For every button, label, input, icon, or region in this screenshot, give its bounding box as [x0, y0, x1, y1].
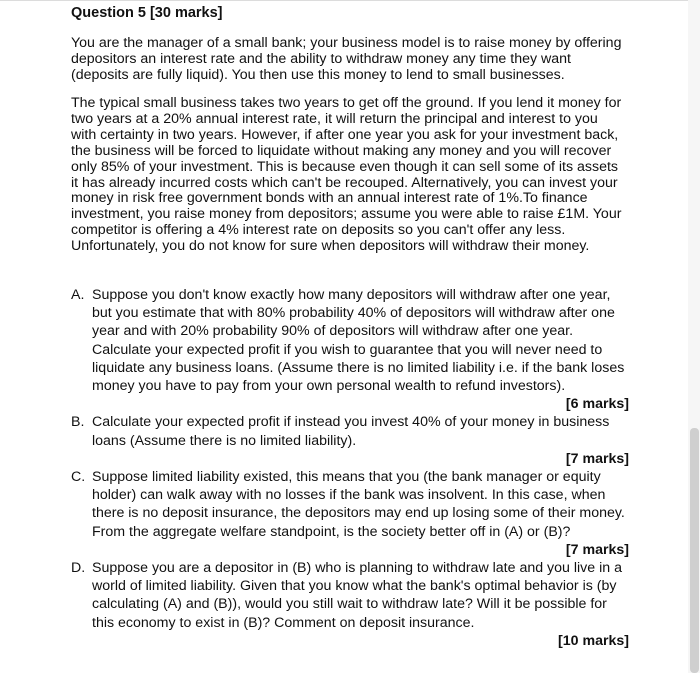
sub-question-text: Calculate your expected profit if instead you invest 40% of your money in business loans (Assume there is no limited liability).	[92, 414, 610, 449]
marks-label: [10 marks]	[558, 632, 629, 649]
sub-question-b	[71, 413, 631, 449]
marks-label: [6 marks]	[565, 396, 629, 413]
marks-label: [7 marks]	[565, 541, 629, 558]
intro-paragraph: You are the manager of a small bank; your business model is to raise money by offering depositors an interest rate and the ability to withdraw money any time they want (deposits are fully liquid). You then use this money to lend to small businesses.	[71, 35, 622, 83]
scrollbar-track[interactable]	[688, 0, 700, 673]
question-title: Question 5 [30 marks]	[71, 5, 223, 21]
context-paragraph: The typical small business takes two years to get off the ground. If you lend it money for two years at a 20% annual interest rate, it will return the principal and interest to you with certainty in two years. However, if after one year you ask for your investment back, the business will be forced to liquidate without making any money and you will recover only 85% of your investment. This is because even though it can sell some of its assets it has already incurred costs which can't be recouped. Alternatively, you can invest your money in risk free government bonds with an annual interest rate of 1%.To finance investment, you raise money from depositors; assume you were able to raise £1M. Your competitor is offering a 4% interest rate on deposits so you can't offer any less. Unfortunately, you do not know for sure when depositors will withdraw their money.	[71, 95, 622, 255]
sub-question-c	[71, 468, 631, 541]
sub-question-letter: B.	[71, 414, 85, 431]
sub-question-letter: D.	[71, 560, 86, 577]
sub-question-d	[71, 559, 631, 632]
marks-label: [7 marks]	[565, 450, 629, 467]
sub-question-list	[71, 286, 631, 650]
scrollbar-thumb[interactable]	[690, 428, 699, 673]
sub-question-a	[71, 286, 631, 395]
sub-question-letter: A.	[71, 287, 85, 303]
sub-question-letter: C.	[71, 469, 86, 486]
top-divider	[0, 0, 700, 1]
sub-question-text: Suppose you are a depositor in (B) who is planning to withdraw late and you live in a world of limited liability. Given that you know what the bank's optimal behavior is (by calculating (A) and (B)), would you still wait to withdraw late? Will it be possible for this economy to exist in (B)? Comment on deposit insurance.	[92, 560, 622, 631]
sub-question-text: Suppose limited liability existed, this means that you (the bank manager or equity holder) can walk away with no losses if the bank was insolvent. In this case, when there is no deposit insurance, the depositors may end up losing some of their money. From the aggregate welfare standpoint, is the society better off in (A) or (B)?	[92, 469, 625, 540]
sub-question-text: Suppose you don't know exactly how many depositors will withdraw after one year, but you estimate that with 80% probability 40% of depositors will withdraw after one year and with 20% probability 90% of depositors will withdraw after one year. Calculate your expected profit if you wish to guarantee that you will never need to liquidate any business loans. (Assume there is no limited liability i.e. if the bank loses money you have to pay from your own personal wealth to refund investors).	[92, 287, 625, 395]
